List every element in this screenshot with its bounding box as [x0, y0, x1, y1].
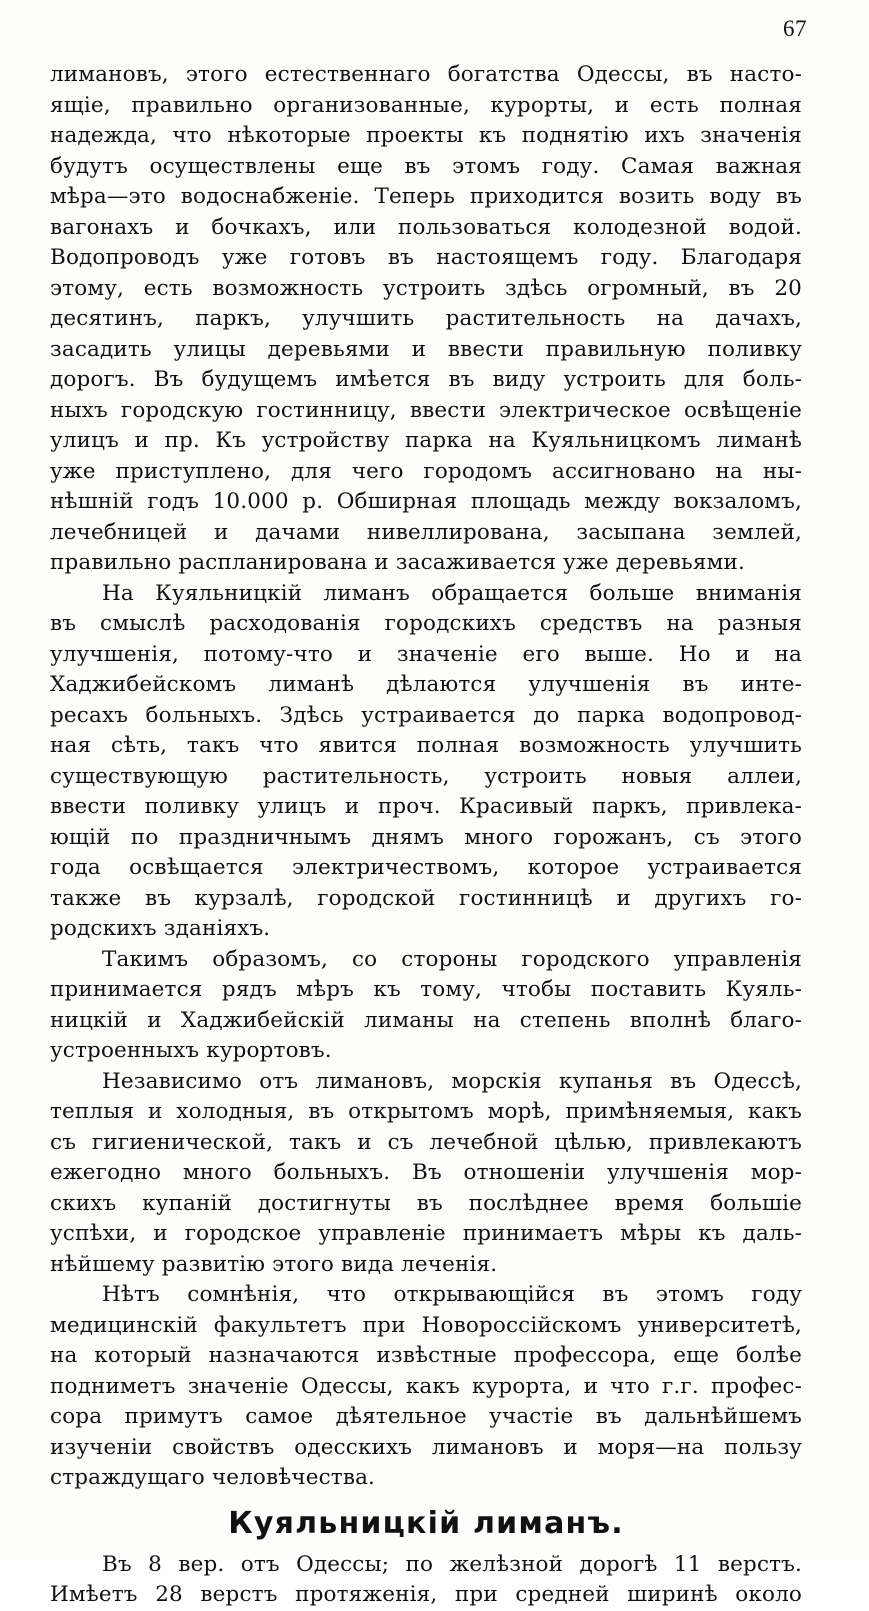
text-line: изученiи свойствъ одесскихъ лимановъ и моря—на пользу [50, 1434, 802, 1460]
text-line: подниметъ значенiе Одессы, какъ курорта, и что г.г. профес- [50, 1373, 802, 1399]
text-line: въ смыслѣ расходованiя городскихъ средствъ на разныя [50, 611, 802, 636]
text-line: принимается рядъ мѣръ къ тому, чтобы поставить Куяль- [50, 977, 802, 1002]
text-line: родскихъ зданiяхъ. [50, 916, 271, 941]
text-line: устроенныхъ курортовъ. [50, 1038, 332, 1063]
text-line: надежда, что нѣкоторые проекты къ поднятiю ихъ значенiя [50, 123, 802, 148]
text-line: ящiе, правильно организованные, курорты, и есть полная [50, 92, 802, 118]
text-line: Такимъ образомъ, со стороны городского управленiя [102, 946, 802, 972]
text-line: также въ курзалѣ, городской гостинницѣ и другихъ го- [50, 885, 802, 911]
text-line: сора примутъ самое дѣятельное участiе въ дальнѣйшемъ [50, 1404, 802, 1429]
text-line: Водопроводъ уже готовъ въ настоящемъ году. Благодаря [50, 245, 802, 270]
text-line: улучшенiя, потому-что и значенiе его выше. Но и на [50, 641, 802, 667]
text-line: этому, есть возможность устроить здѣсь огромный, въ 20 [50, 275, 802, 301]
text-line: теплыя и холодныя, въ открытомъ морѣ, примѣняемыя, какъ [50, 1099, 802, 1124]
text-line: правильно распланирована и засаживается уже деревьями. [50, 550, 745, 575]
text-line: лимановъ, этого естественнаго богатства Одессы, въ насто- [50, 62, 802, 87]
text-line: мѣра—это водоснабженiе. Теперь приходится возить воду въ [50, 184, 802, 209]
paragraph [50, 579, 802, 945]
text-line: ющiй по праздничнымъ днямъ много горожанъ, съ этого [50, 824, 802, 850]
text-line: Независимо отъ лимановъ, морскiя купанья въ Одессѣ, [102, 1068, 802, 1094]
text-line: нѣшнiй годъ 10.000 р. Обширная площадь между вокзаломъ, [50, 489, 802, 514]
text-line: Имѣетъ 28 верстъ протяженiя, при средней ширинѣ около [50, 1582, 802, 1607]
text-line: ныхъ городскую гостинницу, ввести электрическое освѣщенiе [50, 397, 802, 423]
text-line: ресахъ больныхъ. Здѣсь устраивается до парка водопровод- [50, 702, 802, 728]
text-line: улицъ и пр. Къ устройству парка на Куяльницкомъ лиманѣ [50, 428, 802, 453]
text-line: существующую растительность, устроить новыя аллеи, [50, 763, 802, 789]
text-line: дорогъ. Въ будущемъ имѣется въ виду устроить для боль- [50, 367, 802, 392]
text-line: Нѣтъ сомнѣнiя, что открывающiйся въ этомъ году [102, 1282, 802, 1307]
text-line: Въ 8 вер. отъ Одессы; по желѣзной дорогѣ 11 верстъ. [102, 1551, 802, 1577]
text-line: ницкiй и Хаджибейскiй лиманы на степень вполнѣ благо- [50, 1007, 802, 1033]
text-line: лечебницей и дачами нивеллирована, засыпана землей, [50, 519, 802, 545]
text-line: На Куяльницкiй лиманъ обращается больше вниманiя [102, 580, 802, 606]
paragraph [50, 1280, 802, 1494]
text-line: нѣйшему развитiю этого вида леченiя. [50, 1251, 498, 1277]
paragraph [50, 1067, 802, 1281]
text-line: на который назначаются извѣстные профессора, еще болѣе [50, 1343, 802, 1368]
text-line: ввести поливку улицъ и проч. Красивый паркъ, привлека- [50, 794, 802, 819]
page-number: 67 [783, 16, 807, 41]
text-line: страждущаго человѣчества. [50, 1465, 376, 1490]
text-line: Хаджибейскомъ лиманѣ дѣлаются улучшенiя въ инте- [50, 672, 802, 697]
text-line: будутъ осуществлены еще въ этомъ году. Самая важная [50, 153, 802, 179]
text-line: медицинскiй факультетъ при Новороссiйскомъ университетѣ, [50, 1312, 802, 1338]
body-text [50, 60, 802, 1611]
text-line: ная сѣть, такъ что явится полная возможность улучшить [50, 733, 802, 758]
paragraphs-container [50, 60, 802, 1494]
text-line: съ гигиенической, такъ и съ лечебной цѣлью, привлекаютъ [50, 1129, 802, 1155]
text-line: уже приступлено, для чего городомъ ассигновано на ны- [50, 458, 802, 484]
text-line: успѣхи, и городское управленiе принимаетъ мѣры къ даль- [50, 1221, 802, 1246]
paragraph [50, 60, 802, 579]
text-line: вагонахъ и бочкахъ, или пользоваться колодезной водой. [50, 214, 802, 240]
text-line: года освѣщается электричествомъ, которое устраивается [50, 855, 802, 880]
text-line: засадить улицы деревьями и ввести правильную поливку [50, 336, 802, 362]
paragraph [50, 945, 802, 1067]
text-line: ежегодно много больныхъ. Въ отношенiи улучшенiя мор- [50, 1160, 802, 1185]
text-line: десятинъ, паркъ, улучшить растительность на дачахъ, [50, 306, 802, 331]
section-heading: Куяльницкiй лиманъ. [228, 1505, 624, 1541]
text-line: скихъ купанiй достигнуты въ послѣднее время большiе [50, 1190, 802, 1216]
